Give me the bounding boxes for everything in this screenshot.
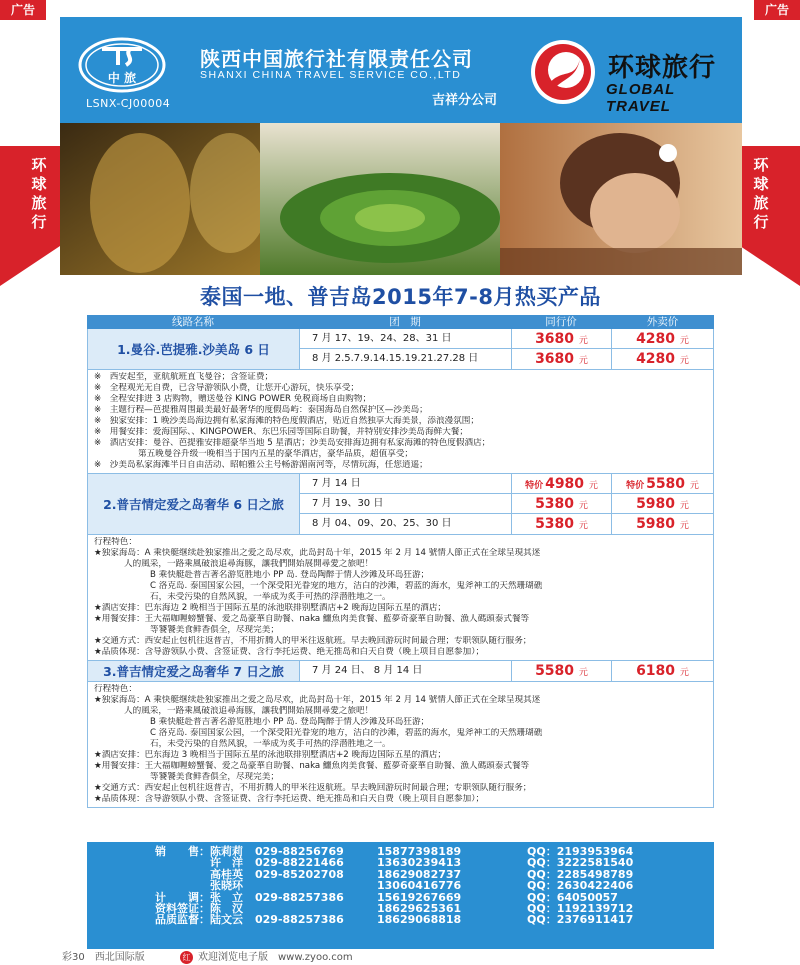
product-name: 3.普吉情定爱之岛奢华 7 日之旅 — [88, 661, 300, 681]
page-number: 彩30 西北国际版 — [62, 952, 145, 963]
date-text: 8 月 04、09、20、25、30 日 — [300, 514, 512, 534]
table-header — [87, 315, 714, 329]
product-notes: ※ 西安起至，亚航航班直飞曼谷；含签证费； ※ 全程观光无自费，已含导游领队小费，让您开心游玩，快乐享受； ※ 全程安排进 3 店购物，赠送曼谷 KING POWER 免税商场自由购物； ※ 主题行程—芭提雅周围最美最好最奢华的度假岛屿：泰国海岛自然保护区—沙美岛； ※ 独家安排：1 晚沙美岛海边拥有私家海滩的特色度假酒店，贴近自然独享大海美景，添浪漫氛围； ※ 用餐安排：爱海国际、、KINGPOWER、东巴乐园等国际自助餐，并特别安排沙美岛海鲜大餐； ※ 酒店安排：曼谷、芭提雅安排超豪华当地 5 星酒店；沙美岛安排海边拥有私家海滩的特色度假酒店； 第五晚曼谷升级一晚相当于国内五星的豪华酒店，豪华品质，超值享受； ※ 沙美岛私家海滩半日自由活动、昭帕雅公主号畅游湄南河等，尽情玩海，任您逍遥； — [87, 370, 714, 474]
product-name: 1.曼谷.芭提雅.沙美岛 6 日 — [88, 329, 300, 369]
contact-row: 计 调：张 立 029-88257386 15619267669 QQ：64050057 — [155, 890, 618, 904]
peer-price: 特价 4980 元 — [512, 474, 612, 493]
date-text: 7 月 17、19、24、28、31 日 — [300, 329, 512, 348]
company-header — [60, 17, 742, 123]
date-text: 8 月 2.5.7.9.14.15.19.21.27.28 日 — [300, 349, 512, 369]
product-notes: 行程特色： ★独家海岛：A 乘快艇继续赴独家推出之爱之岛尽欢，此岛封岛十年，2015 年 2 月 14 號情人節正式在全球呈現其迷 人的風采，一路乘風破浪追尋海豚，讓我們開始展開尋愛之旅吧！ B 乘快艇赴普吉著名游览胜地小 PP 岛. 登岛陶醉于情人沙滩及环岛狂游； C 洛克岛. 泰国国家公园，一个深受阳光眷宠的地方，洁白的沙滩，碧蓝的海水，鬼斧神工的天然珊瑚礁 石，未受污染的自然风貌，一举成为炙手可热的浮潜胜地之一。 ★酒店安排：巴东海边 2 晚相当于国际五星的泳池联排别墅酒店+2 晚海边国际五星的酒店； ★用餐安排：王大福咖喱螃蟹餐、爱之岛豪華自助餐、naka 鱷魚肉美食餐、藍夢奇豪華自助餐、漁人碼頭泰式餐等 等饕饕美食鲜香俱全，尽现完美； ★交通方式：西安起止包机往返普吉，不用折腾人的甲米往返航班。早去晚回游玩时间最合理；专职领队随行服务； ★品质体现：含导游领队小费、含签证费、含行李托运费、绝无推岛和白天自费（晚上项目自愿参加）； — [87, 535, 714, 661]
peer-price: 5380 元 — [512, 514, 612, 534]
product-section — [87, 275, 714, 950]
peer-price: 3680 元 — [512, 349, 612, 369]
side-tab-left — [0, 146, 60, 286]
license-number: LSNX-CJ00004 — [86, 97, 171, 110]
date-text: 7 月 14 日 — [300, 474, 512, 493]
contact-row: 资料签证：陈 汉 18629625361 QQ：1192139712 — [155, 901, 634, 915]
contact-row: 张晓环 13060416776 QQ：2630422406 — [210, 879, 634, 893]
retail-price: 特价 5580 元 — [626, 476, 699, 492]
contact-block — [87, 842, 714, 949]
thailand-collage-image — [60, 123, 742, 275]
global-travel-cn: 环球旅行 — [608, 53, 717, 83]
date-text: 7 月 24 日、 8 月 14 日 — [300, 661, 512, 681]
global-travel-logo-icon — [528, 37, 598, 107]
date-row — [300, 514, 713, 534]
retail-price: 5980 元 — [636, 496, 689, 512]
footer-slogan[interactable]: 欢迎浏览电子版 www.zyoo.com — [198, 952, 353, 963]
branch-name: 吉祥分公司 — [432, 93, 498, 108]
peer-price: 5380 元 — [512, 494, 612, 513]
product-name: 2.普吉情定爱之岛奢华 6 日之旅 — [88, 474, 300, 534]
contact-row: 销 售：陈莉莉 029-88256769 15877398189 QQ：2193953964 — [155, 845, 634, 858]
side-tab-right — [740, 146, 800, 286]
retail-price: 4280 元 — [636, 331, 689, 347]
logo-text: 中 旅 — [107, 71, 137, 85]
cts-logo-icon — [78, 35, 166, 95]
product-row — [87, 661, 714, 682]
date-text: 7 月 19、30 日 — [300, 494, 512, 513]
photo-banner — [60, 123, 742, 275]
peer-price: 5580 元 — [512, 661, 612, 681]
date-row — [300, 661, 713, 681]
company-name-cn: 陕西中国旅行社有限责任公司 — [200, 47, 473, 71]
price-table — [87, 315, 714, 808]
contact-row: 许 洋 029-88221466 13630239413 QQ：3222581540 — [210, 856, 634, 870]
date-row — [300, 329, 713, 349]
contact-row: 品质监督：陆文云 029-88257386 18629068818 QQ：2376911417 — [155, 913, 634, 927]
col-dates: 团 期 — [389, 316, 421, 328]
side-tab-left-text: 环 球 旅 行 — [31, 156, 47, 231]
hot-badge-icon: 红 — [180, 951, 193, 964]
col-route: 线路名称 — [172, 316, 214, 328]
contact-row: 高桂英 029-85202708 18629082737 QQ：2285498789 — [210, 867, 634, 881]
product-notes: 行程特色： ★独家海岛：A 乘快艇继续赴独家推出之爱之岛尽欢，此岛封岛十年，2015 年 2 月 14 號情人節正式在全球呈現其迷 人的風采，一路乘風破浪追尋海豚，讓我們開始展開尋愛之旅吧！ B 乘快艇赴普吉著名游览胜地小 PP 岛. 登岛陶醉于情人沙滩及环岛狂游； C 洛克岛. 泰国国家公园，一个深受阳光眷宠的地方，洁白的沙滩，碧蓝的海水，鬼斧神工的天然珊瑚礁 石，未受污染的自然风貌，一举成为炙手可热的浮潜胜地之一。 ★酒店安排：巴东海边 3 晚相当于国际五星的泳池联排别墅酒店+2 晚海边国际五星的酒店； ★用餐安排：王大福咖喱螃蟹餐、爱之岛豪華自助餐、naka 鱷魚肉美食餐、藍夢奇豪華自助餐、漁人碼頭泰式餐等 等饕饕美食鲜香俱全，尽现完美； ★交通方式：西安起止包机往返普吉，不用折腾人的甲米往返航班。早去晚回游玩时间最合理；专职领队随行服务； ★品质体现：含导游领队小费、含签证费、含行李托运费、绝无推岛和白天自费（晚上项目自愿参加）； — [87, 682, 714, 808]
ad-label-right: 广告 — [754, 0, 800, 20]
peer-price: 3680 元 — [512, 329, 612, 348]
ad-label-left: 广告 — [0, 0, 46, 20]
retail-price: 6180 元 — [636, 663, 689, 679]
product-row — [87, 329, 714, 370]
date-row — [300, 349, 713, 369]
page-footer — [60, 950, 742, 965]
side-tab-right-text: 环 球 旅 行 — [753, 156, 769, 231]
retail-price: 4280 元 — [636, 351, 689, 367]
col-retail-price: 外卖价 — [646, 316, 679, 328]
global-travel-en: GLOBAL TRAVEL — [606, 81, 676, 115]
date-row — [300, 474, 713, 494]
headline: 泰国一地、普吉岛2015年7-8月热买产品 — [200, 285, 601, 309]
product-row — [87, 474, 714, 535]
col-peer-price: 同行价 — [545, 316, 577, 328]
date-row — [300, 494, 713, 514]
retail-price: 5980 元 — [636, 516, 689, 532]
company-name-en: SHANXI CHINA TRAVEL SERVICE CO.,LTD — [200, 69, 462, 81]
